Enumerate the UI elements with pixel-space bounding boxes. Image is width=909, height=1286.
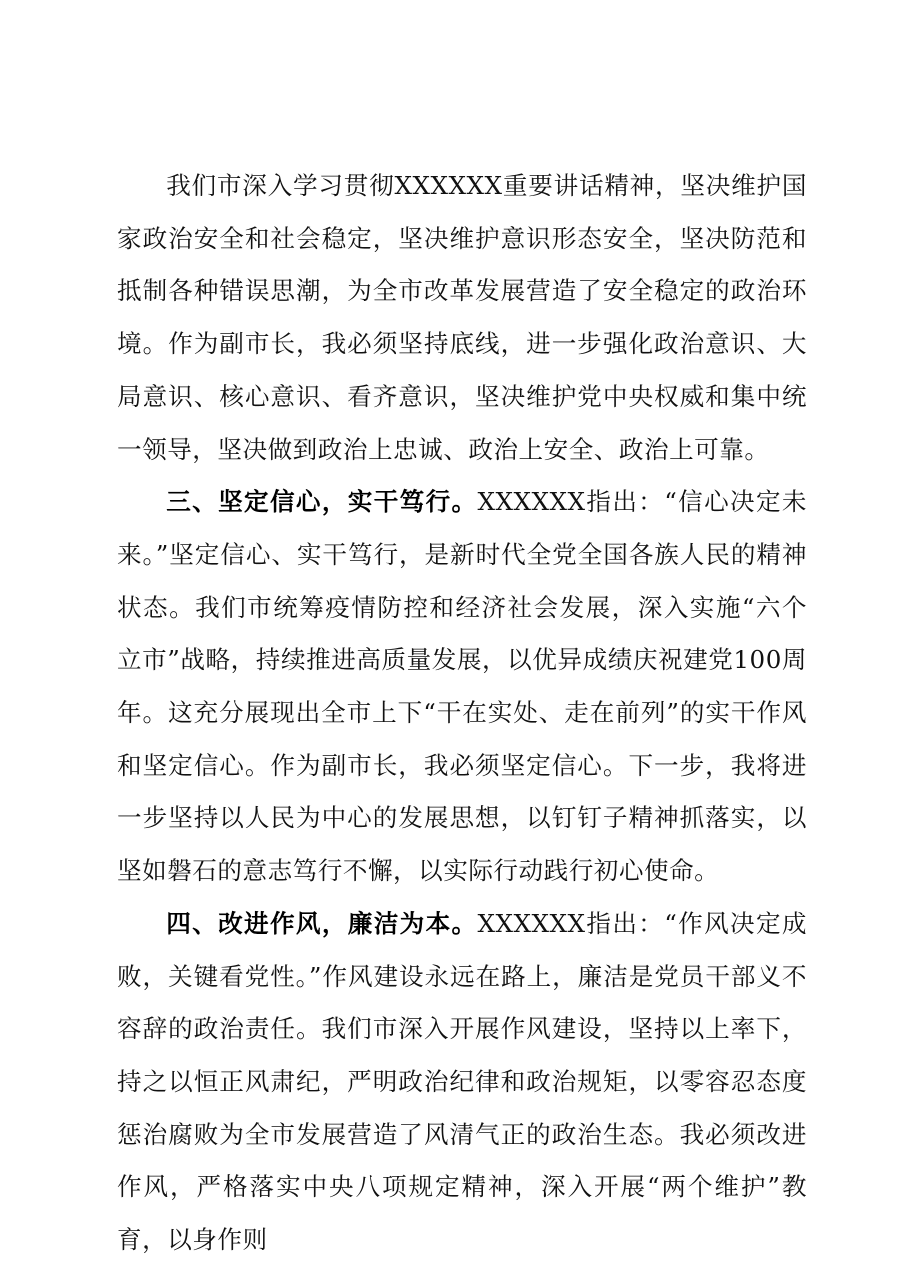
paragraph-intro (117, 160, 807, 476)
paragraph-text: XXXXXX指出：“信心决定未来。”坚定信心、实干笃行，是新时代全党全国各族人民的精神状态。我们市统筹疫情防控和经济社会发展，深入实施“六个立市”战略，持续推进高质量发展，以优异成绩庆祝建党100周年。这充分展现出全市上下“干在实处、走在前列”的实干作风和坚定信心。作为副市长，我必须坚定信心。下一步，我将进一步坚持以人民为中心的发展思想，以钉钉子精神抓落实，以坚如磐石的意志笃行不懈，以实际行动践行初心使命。 (117, 487, 807, 886)
paragraph-section-4 (117, 898, 807, 1267)
section-heading-3: 三、坚定信心，实干笃行。 (166, 487, 478, 517)
section-heading-4: 四、改进作风，廉洁为本。 (166, 908, 478, 938)
paragraph-text: 我们市深入学习贯彻XXXXXX重要讲话精神，坚决维护国家政治安全和社会稳定，坚决维护意识形态安全，坚决防范和抵制各种错误思潮，为全市改革发展营造了安全稳定的政治环境。作为副市长，我必须坚持底线，进一步强化政治意识、大局意识、核心意识、看齐意识，坚决维护党中央权威和集中统一领导，坚决做到政治上忠诚、政治上安全、政治上可靠。 (117, 171, 807, 464)
document-body (117, 160, 807, 1267)
paragraph-section-3 (117, 476, 807, 898)
paragraph-text: XXXXXX指出：“作风决定成败，关键看党性。”作风建设永远在路上，廉洁是党员干部义不容辞的政治责任。我们市深入开展作风建设，坚持以上率下，持之以恒正风肃纪，严明政治纪律和政治规矩，以零容忍态度惩治腐败为全市发展营造了风清气正的政治生态。我必须改进作风，严格落实中央八项规定精神，深入开展“两个维护”教育，以身作则 (117, 908, 807, 1255)
